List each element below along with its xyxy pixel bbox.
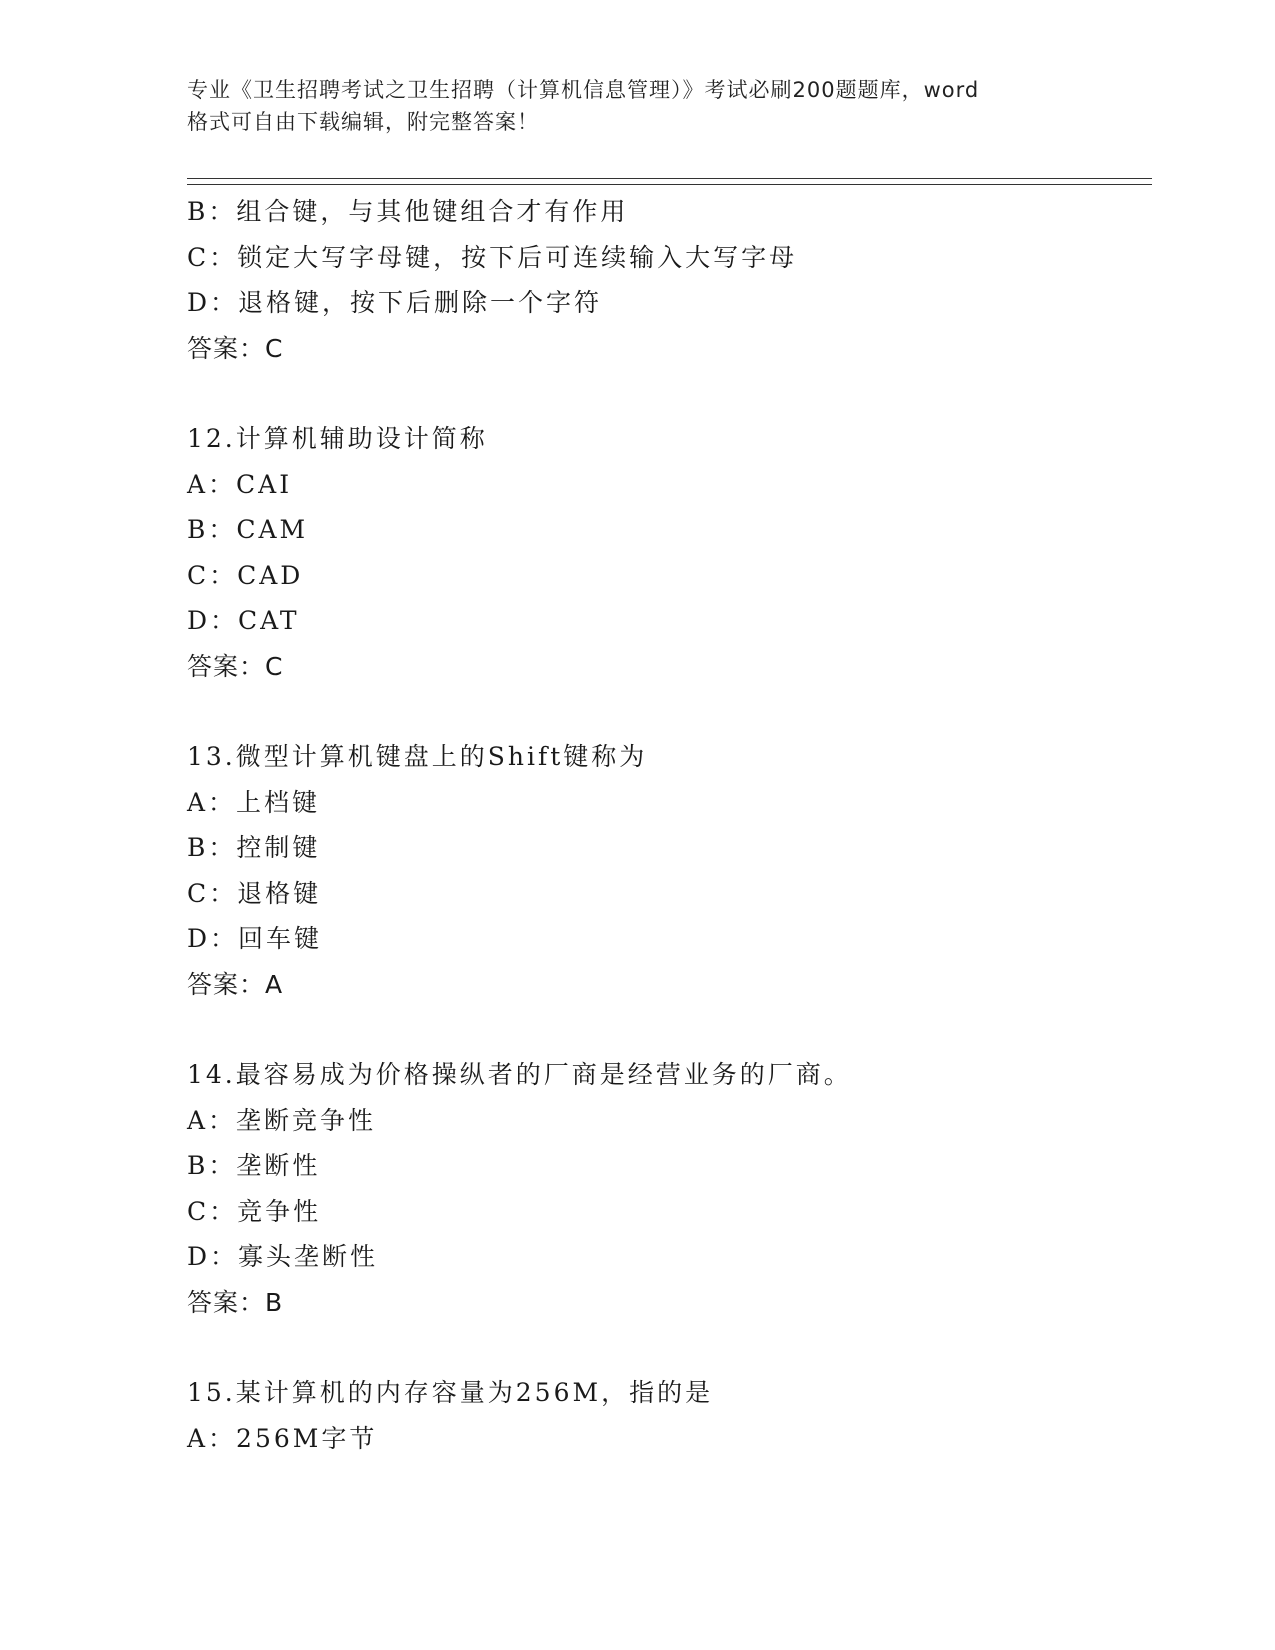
option-b: B：CAM (187, 515, 309, 544)
option-a: A：上档键 (187, 787, 321, 817)
question-stem: 15.某计算机的内存容量为256M，指的是 (187, 1378, 714, 1407)
option-d: D：退格键，按下后删除一个字符 (187, 288, 603, 317)
option-b: B：控制键 (187, 833, 321, 862)
header-title-line2: 格式可自由下载编辑，附完整答案！ (187, 110, 539, 134)
option-d: D：寡头垄断性 (187, 1242, 379, 1271)
question-12 (187, 416, 1152, 689)
question-11-continued (187, 189, 1152, 371)
spacer (187, 1325, 1152, 1370)
option-c: C：退格键 (187, 878, 322, 908)
answer-line: 答案：C (187, 333, 284, 363)
option-c: C：CAD (187, 560, 304, 590)
spacer (187, 1007, 1152, 1052)
option-a: A：CAI (187, 469, 293, 499)
option-c: C：锁定大写字母键，按下后可连续输入大写字母 (187, 242, 798, 272)
question-stem: 14.最容易成为价格操纵者的厂商是经营业务的厂商。 (187, 1060, 852, 1089)
header-divider (187, 178, 1152, 185)
option-d: D：CAT (187, 606, 300, 635)
question-stem: 12.计算机辅助设计简称 (187, 424, 488, 453)
question-list (187, 189, 1152, 1461)
option-a: A：256M字节 (187, 1423, 378, 1453)
question-15 (187, 1370, 1152, 1461)
document-header (187, 74, 1087, 138)
option-a: A：垄断竞争性 (187, 1105, 377, 1135)
spacer (187, 371, 1152, 416)
answer-line: 答案：B (187, 1287, 284, 1317)
spacer (187, 689, 1152, 734)
option-b: B：组合键，与其他键组合才有作用 (187, 197, 629, 226)
header-title-line1: 专业《卫生招聘考试之卫生招聘（计算机信息管理）》考试必刷200题题库，word (187, 78, 980, 102)
option-b: B：垄断性 (187, 1151, 321, 1180)
option-d: D：回车键 (187, 924, 323, 953)
answer-line: 答案：C (187, 651, 284, 681)
question-14 (187, 1052, 1152, 1325)
question-stem: 13.微型计算机键盘上的Shift键称为 (187, 742, 648, 771)
answer-line: 答案：A (187, 969, 284, 999)
question-13 (187, 734, 1152, 1007)
option-c: C：竞争性 (187, 1196, 322, 1226)
